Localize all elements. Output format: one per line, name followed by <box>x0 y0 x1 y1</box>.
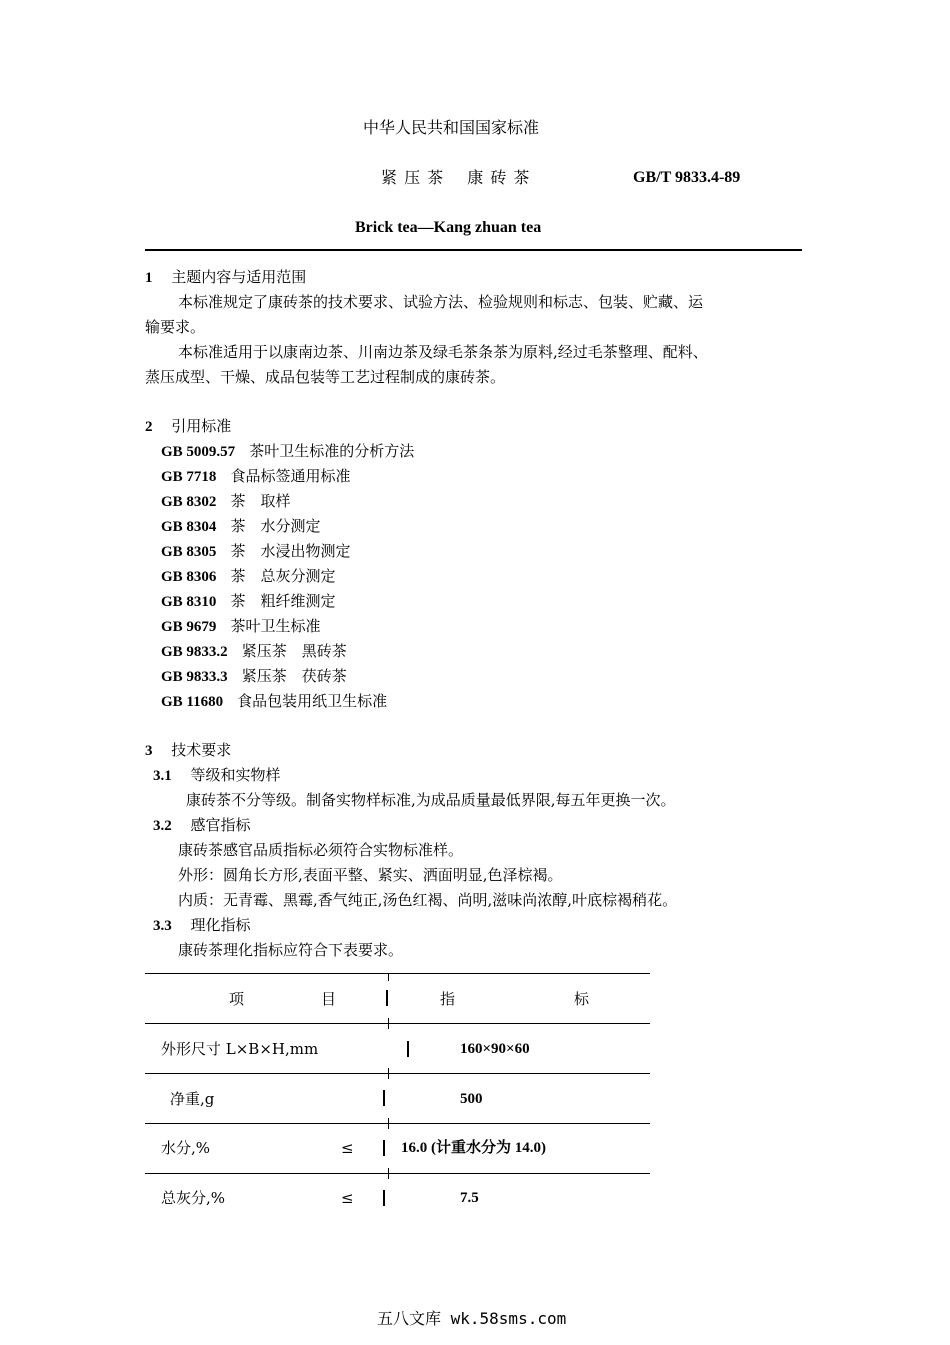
table-rule <box>145 973 650 974</box>
table-rule <box>145 1123 650 1124</box>
table-row-le: ≤ <box>341 1139 354 1157</box>
s32-paragraph-3: 内质：无青霉、黑霉,香气纯正,汤色红褐、尚明,滋味尚浓醇,叶底棕褐稍花。 <box>178 891 678 909</box>
section-title: 主题内容与适用范围 <box>171 268 307 286</box>
table-header-item-1: 项 <box>229 990 245 1008</box>
section-number: 3 <box>145 743 153 759</box>
subsection-3-3-heading <box>153 915 251 936</box>
reference-item <box>161 566 335 587</box>
reference-title: 茶叶卫生标准的分析方法 <box>249 442 415 460</box>
s1-p1-line2: 输要求。 <box>145 318 206 336</box>
title-cn: 紧 压 茶 康 砖 茶 <box>381 168 531 187</box>
cell-divider <box>383 1190 385 1206</box>
reference-code: GB 7718 <box>161 469 217 485</box>
subsection-title: 等级和实物样 <box>190 766 281 784</box>
reference-title: 紧压茶 黑砖茶 <box>241 642 347 660</box>
reference-title: 茶 水分测定 <box>230 517 321 535</box>
cell-divider <box>386 990 388 1006</box>
reference-code: GB 8310 <box>161 594 217 610</box>
reference-item <box>161 691 387 712</box>
cell-divider <box>383 1140 385 1156</box>
table-divider <box>388 1018 389 1029</box>
reference-code: GB 8302 <box>161 494 217 510</box>
reference-title: 茶 取样 <box>230 492 291 510</box>
reference-item <box>161 491 290 512</box>
reference-code: GB 8304 <box>161 519 217 535</box>
table-row-item: 外形尺寸 L×B×H,mm <box>161 1040 319 1058</box>
reference-title: 紧压茶 茯砖茶 <box>241 667 347 685</box>
s31-paragraph: 康砖茶不分等级。制备实物样标准,为成品质量最低界限,每五年更换一次。 <box>186 791 676 809</box>
section-title: 引用标准 <box>171 417 232 435</box>
cell-divider <box>383 1090 385 1106</box>
reference-item <box>161 591 335 612</box>
subsection-number: 3.1 <box>153 768 172 784</box>
footer-watermark: 五八文库 wk.58sms.com <box>377 1309 567 1328</box>
table-row-value: 160×90×60 <box>460 1041 530 1057</box>
reference-code: GB 8305 <box>161 544 217 560</box>
reference-title: 食品包装用纸卫生标准 <box>237 692 388 710</box>
section-title: 技术要求 <box>171 741 232 759</box>
table-row-le: ≤ <box>341 1189 354 1207</box>
section-number: 1 <box>145 270 153 286</box>
reference-item <box>161 441 414 462</box>
header-rule <box>145 249 802 251</box>
reference-item <box>161 616 320 637</box>
reference-code: GB 11680 <box>161 694 224 710</box>
table-rule <box>145 1073 650 1074</box>
table-rule <box>145 1173 650 1174</box>
reference-title: 茶 水浸出物测定 <box>230 542 351 560</box>
table-row-item: 水分,% <box>161 1139 211 1157</box>
subsection-3-2-heading <box>153 815 251 836</box>
reference-item <box>161 541 350 562</box>
table-divider <box>388 1168 389 1179</box>
table-row-item: 总灰分,% <box>161 1189 226 1207</box>
subsection-title: 理化指标 <box>190 916 251 934</box>
reference-item <box>161 641 347 662</box>
s32-paragraph-1: 康砖茶感官品质指标必须符合实物标准样。 <box>178 841 464 859</box>
subsection-3-1-heading <box>153 765 281 786</box>
s1-p2-line2: 蒸压成型、干燥、成品包装等工艺过程制成的康砖茶。 <box>145 368 506 386</box>
table-divider <box>388 1068 389 1079</box>
reference-title: 茶 粗纤维测定 <box>230 592 336 610</box>
table-row-value: 500 <box>460 1091 483 1107</box>
reference-code: GB 8306 <box>161 569 217 585</box>
subsection-number: 3.2 <box>153 818 172 834</box>
cell-divider <box>407 1041 409 1057</box>
table-header-index-2: 标 <box>574 990 590 1008</box>
standard-number: GB/T 9833.4-89 <box>633 169 741 186</box>
section-1-heading <box>145 267 306 288</box>
table-row-item: 净重,g <box>170 1090 215 1108</box>
table-header-index-1: 指 <box>440 990 456 1008</box>
table-divider <box>388 973 389 981</box>
reference-code: GB 9679 <box>161 619 217 635</box>
s1-p1-line1: 本标准规定了康砖茶的技术要求、试验方法、检验规则和标志、包装、贮藏、运 <box>178 293 704 311</box>
section-3-heading <box>145 740 231 761</box>
reference-title: 食品标签通用标准 <box>230 467 351 485</box>
table-divider <box>388 1118 389 1129</box>
subsection-title: 感官指标 <box>190 816 251 834</box>
reference-item <box>161 466 350 487</box>
national-standard-label: 中华人民共和国国家标准 <box>363 118 540 137</box>
s33-paragraph: 康砖茶理化指标应符合下表要求。 <box>178 941 404 959</box>
reference-code: GB 9833.2 <box>161 644 228 660</box>
s32-paragraph-2: 外形：圆角长方形,表面平整、紧实、洒面明显,色泽棕褐。 <box>178 866 563 884</box>
table-row-value: 16.0 (计重水分为 14.0) <box>401 1140 546 1156</box>
reference-code: GB 5009.57 <box>161 444 236 460</box>
section-number: 2 <box>145 419 153 435</box>
reference-item <box>161 666 347 687</box>
title-en: Brick tea—Kang zhuan tea <box>355 219 542 236</box>
reference-item <box>161 516 320 537</box>
subsection-number: 3.3 <box>153 918 172 934</box>
table-rule <box>145 1023 650 1024</box>
s1-p2-line1: 本标准适用于以康南边茶、川南边茶及绿毛茶条茶为原料,经过毛茶整理、配料、 <box>178 343 708 361</box>
table-row-value: 7.5 <box>460 1190 479 1206</box>
reference-title: 茶叶卫生标准 <box>230 617 321 635</box>
reference-code: GB 9833.3 <box>161 669 228 685</box>
reference-title: 茶 总灰分测定 <box>230 567 336 585</box>
table-header-item-2: 目 <box>321 990 337 1008</box>
section-2-heading <box>145 416 231 437</box>
